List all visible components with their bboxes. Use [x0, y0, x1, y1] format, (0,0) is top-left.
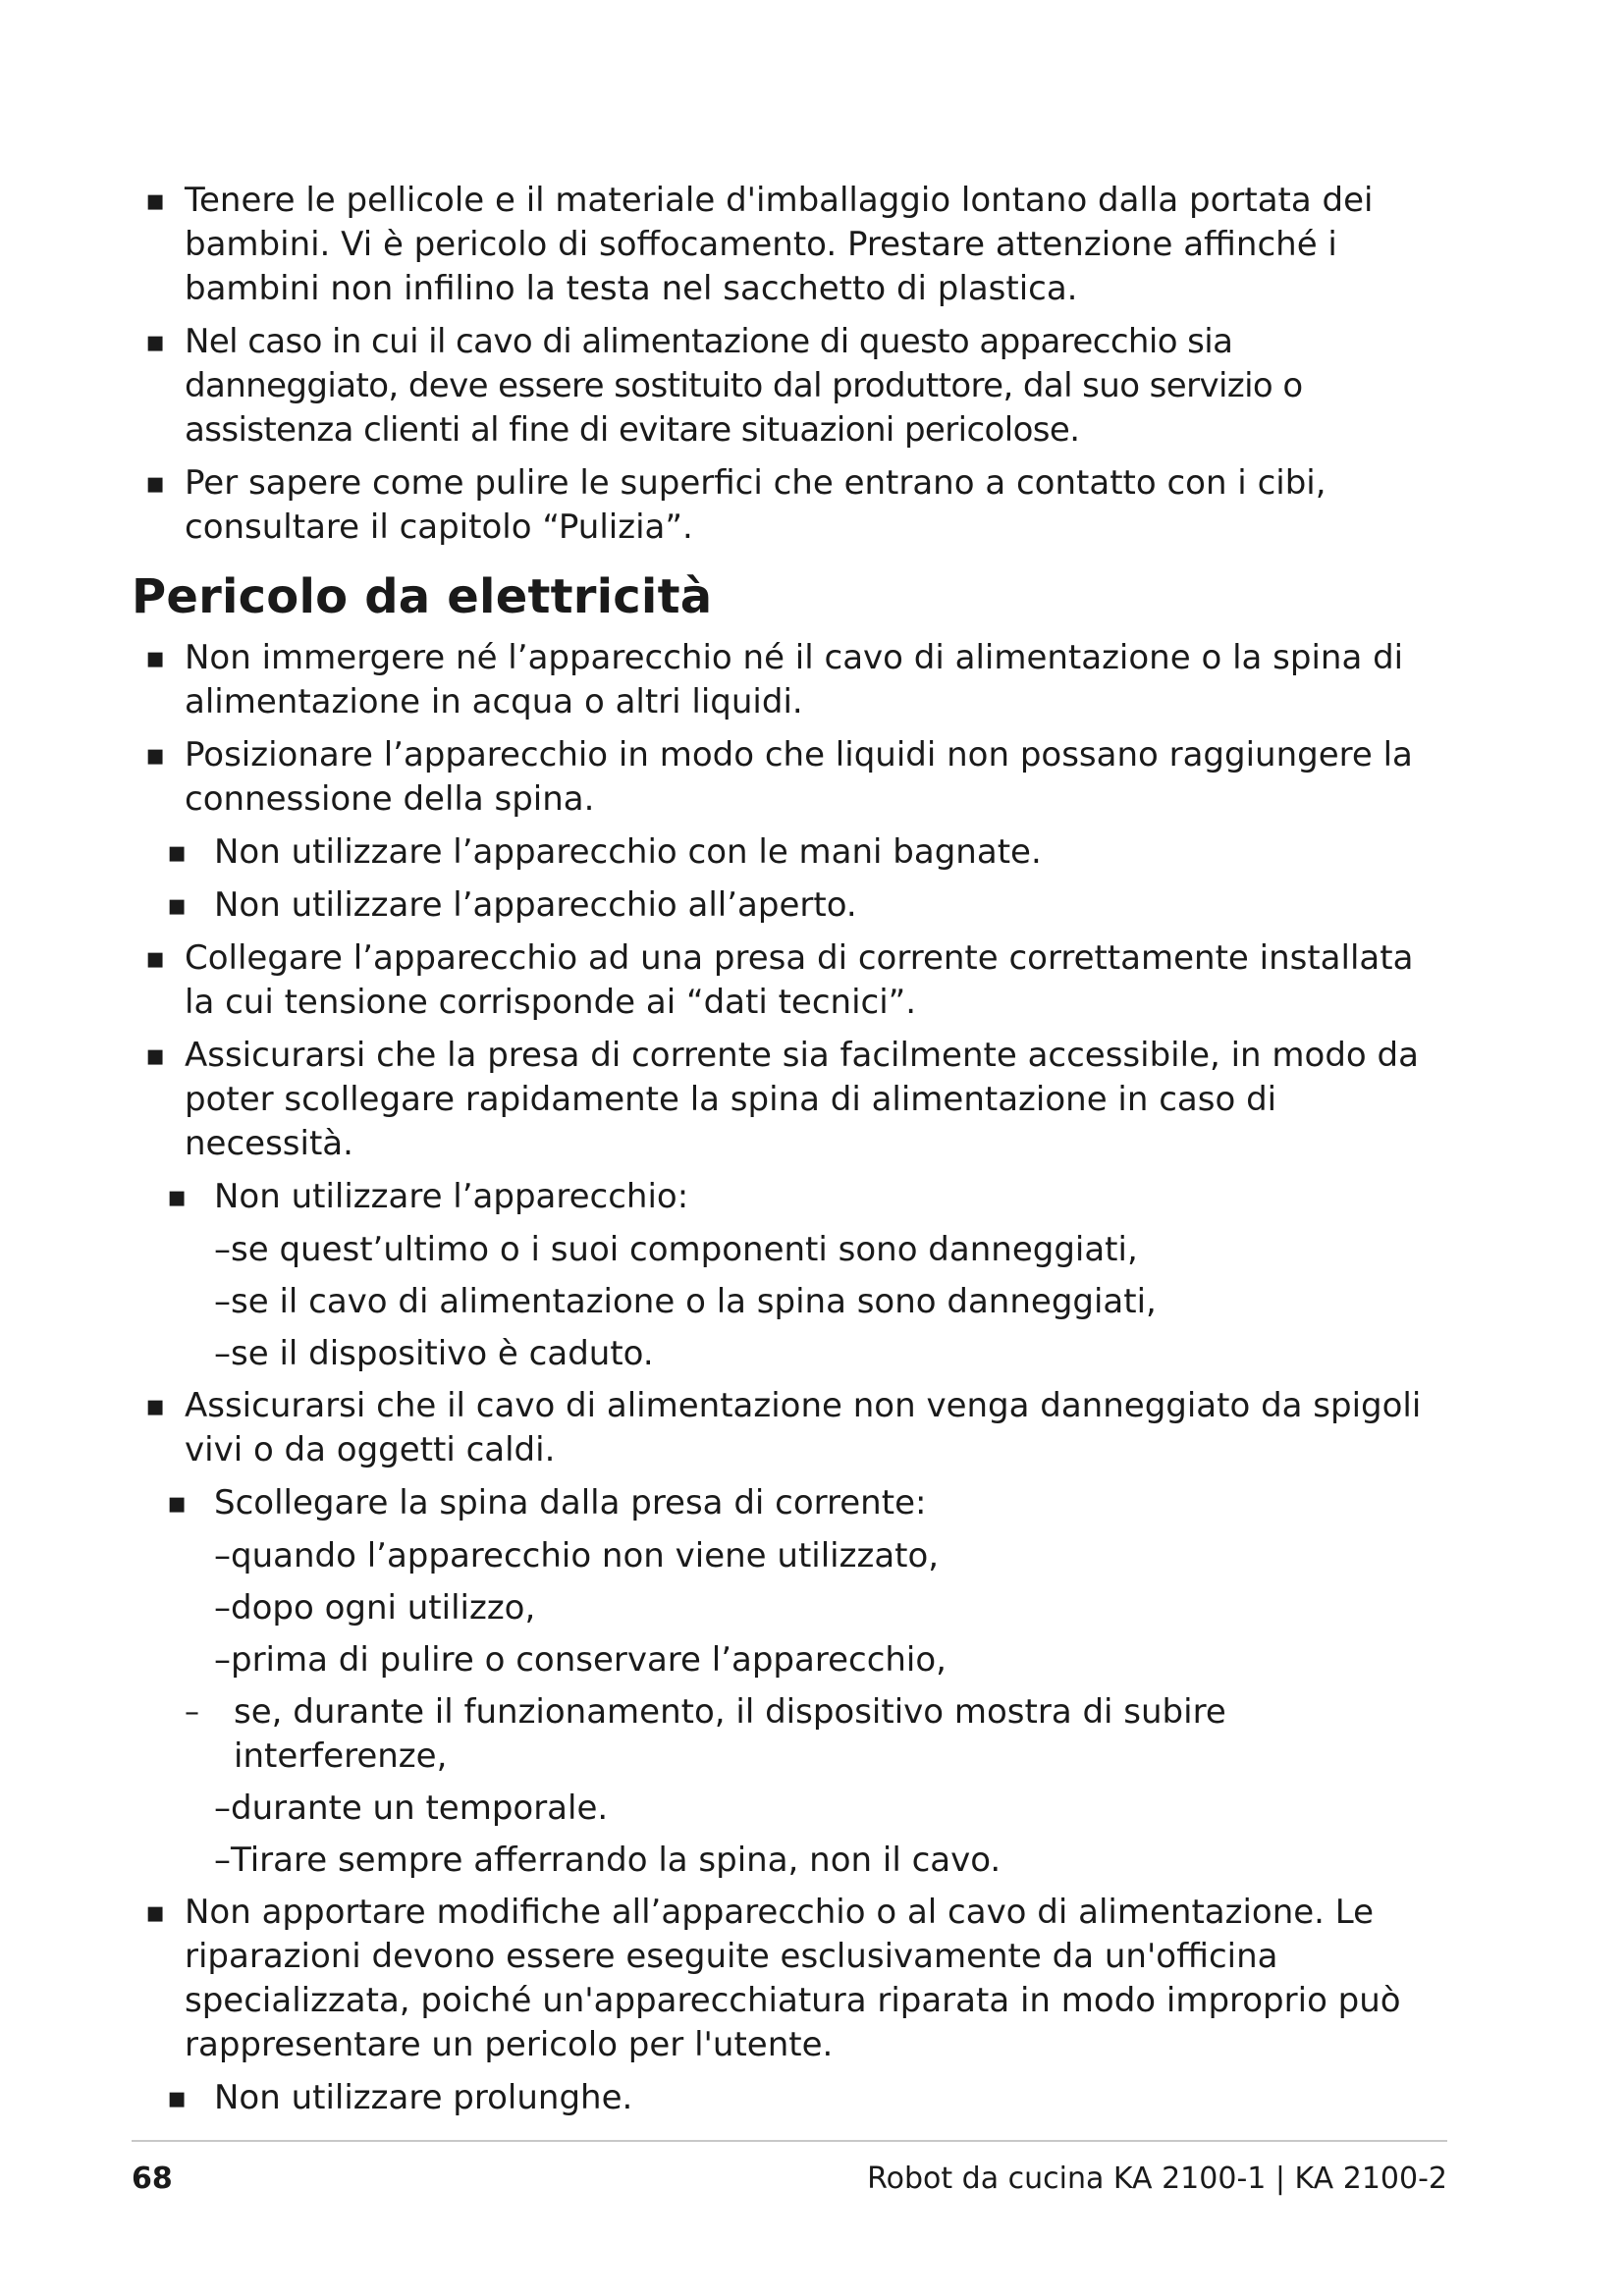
dash-icon: –	[185, 1695, 199, 1730]
bullet-icon: ▪	[145, 184, 166, 218]
bullet-icon: ▪	[167, 888, 188, 923]
bullet-icon: ▪	[167, 1486, 188, 1521]
sub-list-item-text: –se il dispositivo è caduto.	[214, 1334, 654, 1373]
footer-product-title: Robot da cucina KA 2100-1 | KA 2100-2	[867, 2162, 1447, 2196]
sub-list-item-text: –quando l’apparecchio non viene utilizzato,	[214, 1536, 940, 1575]
sub-list-item	[134, 1228, 1449, 1272]
bullet-icon: ▪	[145, 1039, 166, 1073]
sub-list-item-text: –prima di pulire o conservare l’apparecchio,	[214, 1640, 947, 1680]
bullet-icon: ▪	[145, 1389, 166, 1423]
list-item-text: Collegare l’apparecchio ad una presa di corrente correttamente installata la cui tensione corrisponde ai “dati tecnici”.	[185, 938, 1414, 1022]
section-heading: Pericolo da elettricità	[132, 569, 713, 624]
list-item	[134, 461, 1449, 550]
sub-list-item-text: –dopo ogni utilizzo,	[214, 1588, 536, 1628]
bullet-icon: ▪	[145, 325, 166, 359]
page-number: 68	[132, 2162, 173, 2196]
bullet-icon: ▪	[167, 835, 188, 870]
list-item-text: Nel caso in cui il cavo di alimentazione di questo apparecchio sia danneggiato, deve essere sostituito dal produttore, dal suo servizio o assistenza clienti al fine di evitare situazioni pericolose.	[185, 322, 1303, 450]
sub-list-item	[134, 1839, 1449, 1883]
sub-list-item	[134, 1534, 1449, 1578]
list-item-text: Scollegare la spina dalla presa di corrente:	[214, 1483, 927, 1522]
sub-list-item	[134, 1690, 1449, 1779]
list-item-text: Assicurarsi che la presa di corrente sia facilmente accessibile, in modo da poter scollegare rapidamente la spina di alimentazione in caso di necessità.	[185, 1036, 1419, 1163]
footer-divider	[132, 2140, 1447, 2142]
sub-list-item	[134, 1586, 1449, 1630]
list-item-text: Non immergere né l’apparecchio né il cavo di alimentazione o la spina di alimentazione in acqua o altri liquidi.	[185, 638, 1404, 721]
list-item	[134, 936, 1449, 1025]
list-item-text: Non utilizzare l’apparecchio:	[214, 1177, 689, 1216]
list-item-text: Posizionare l’apparecchio in modo che liquidi non possano raggiungere la connessione della spina.	[185, 735, 1413, 819]
list-item	[134, 883, 1449, 928]
sub-list-item	[134, 1638, 1449, 1682]
bullet-icon: ▪	[167, 1180, 188, 1214]
sub-list-item-text: se, durante il funzionamento, il dispositivo mostra di subire interferenze,	[234, 1692, 1226, 1776]
sub-list-item	[134, 1332, 1449, 1376]
list-item-text: Non utilizzare l’apparecchio con le mani bagnate.	[214, 832, 1042, 872]
sub-list-item-text: –Tirare sempre afferrando la spina, non il cavo.	[214, 1841, 1001, 1880]
list-item	[134, 830, 1449, 875]
list-item	[134, 1891, 1449, 2067]
list-item	[134, 636, 1449, 724]
list-item	[134, 1034, 1449, 1166]
list-item	[134, 2076, 1449, 2120]
list-item	[134, 1384, 1449, 1472]
list-item	[134, 733, 1449, 822]
list-item-text: Non apportare modifiche all’apparecchio o al cavo di alimentazione. Le riparazioni devono essere eseguite esclusivamente da un'officina specializzata, poiché un'apparecchiatura riparata in modo improprio può rappresentare un pericolo per l'utente.	[185, 1893, 1401, 2064]
sub-list-item-text: –durante un temporale.	[214, 1789, 609, 1828]
bullet-icon: ▪	[167, 2081, 188, 2115]
bullet-icon: ▪	[145, 738, 166, 773]
list-item-text: Non utilizzare l’apparecchio all’aperto.	[214, 885, 857, 925]
list-item-text: Tenere le pellicole e il materiale d'imballaggio lontano dalla portata dei bambini. Vi è pericolo di soffocamento. Prestare attenzione affinché i bambini non infilino la testa nel sacchetto di plastica.	[185, 181, 1374, 308]
sub-list-item	[134, 1280, 1449, 1324]
list-item-text: Per sapere come pulire le superfici che entrano a contatto con i cibi, consultare il capitolo “Pulizia”.	[185, 463, 1326, 547]
sub-list-item-text: –se il cavo di alimentazione o la spina sono danneggiati,	[214, 1282, 1157, 1321]
list-item	[134, 1175, 1449, 1219]
sub-list-item	[134, 1787, 1449, 1831]
sub-list-item-text: –se quest’ultimo o i suoi componenti sono danneggiati,	[214, 1230, 1138, 1269]
list-item	[134, 179, 1449, 311]
page-content	[134, 179, 1449, 2129]
list-item-text: Non utilizzare prolunghe.	[214, 2078, 633, 2117]
list-item	[134, 1481, 1449, 1525]
bullet-icon: ▪	[145, 466, 166, 501]
bullet-icon: ▪	[145, 941, 166, 976]
list-item-text: Assicurarsi che il cavo di alimentazione non venga danneggiato da spigoli vivi o da oggetti caldi.	[185, 1386, 1422, 1469]
bullet-icon: ▪	[145, 641, 166, 675]
list-item	[134, 320, 1449, 453]
bullet-icon: ▪	[145, 1896, 166, 1930]
